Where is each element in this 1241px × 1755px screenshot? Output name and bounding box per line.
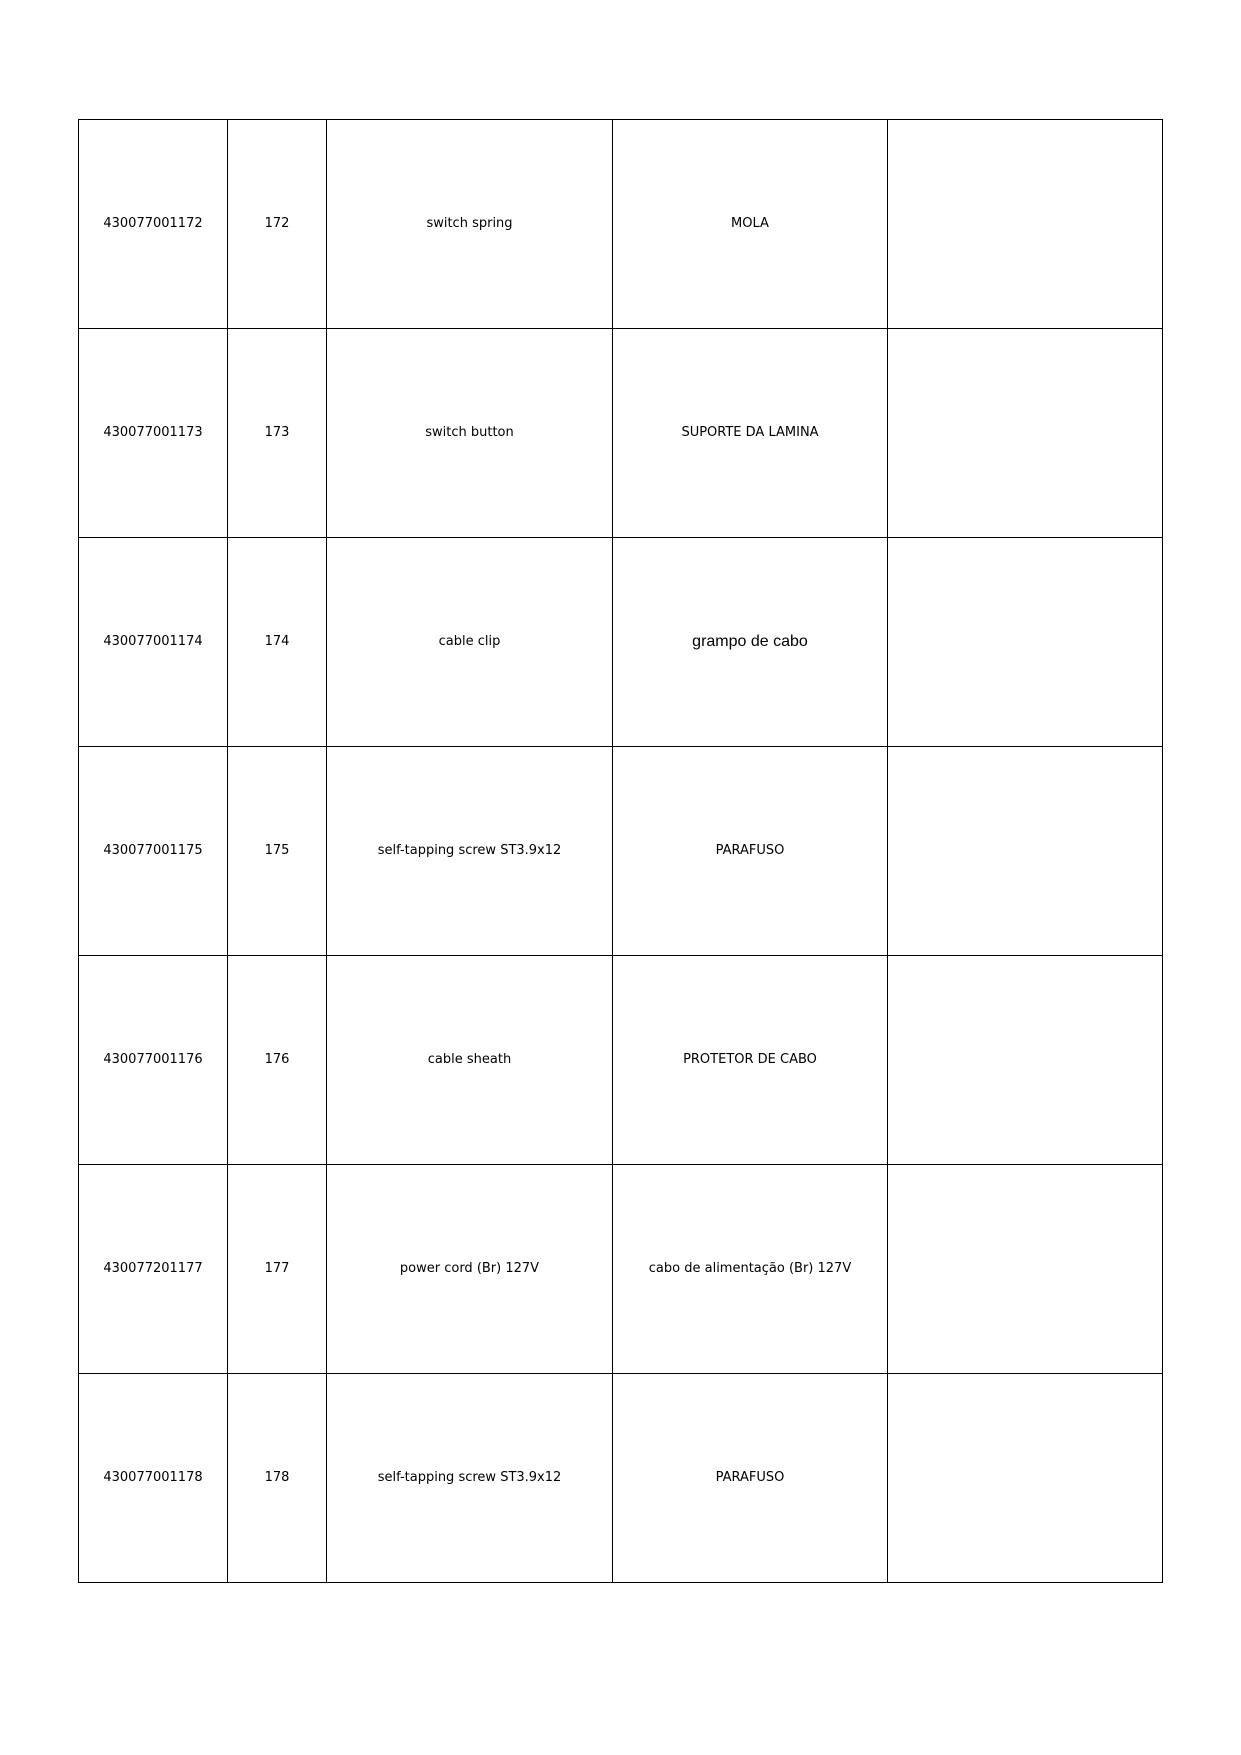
portuguese-description-cell: PARAFUSO xyxy=(613,747,888,956)
part-number-cell: 175 xyxy=(228,747,327,956)
table-row xyxy=(79,956,1163,1165)
english-description-cell: power cord (Br) 127V xyxy=(327,1165,613,1374)
english-description-cell: cable clip xyxy=(327,538,613,747)
part-number-cell: 176 xyxy=(228,956,327,1165)
empty-cell xyxy=(888,120,1163,329)
english-description-cell: self-tapping screw ST3.9x12 xyxy=(327,1374,613,1583)
part-code-cell: 430077201177 xyxy=(79,1165,228,1374)
english-description-cell: switch button xyxy=(327,329,613,538)
table-row xyxy=(79,120,1163,329)
table-row xyxy=(79,747,1163,956)
empty-cell xyxy=(888,747,1163,956)
empty-cell xyxy=(888,329,1163,538)
part-code-cell: 430077001172 xyxy=(79,120,228,329)
part-number-cell: 177 xyxy=(228,1165,327,1374)
portuguese-description-cell: SUPORTE DA LAMINA xyxy=(613,329,888,538)
english-description-cell: self-tapping screw ST3.9x12 xyxy=(327,747,613,956)
english-description-cell: cable sheath xyxy=(327,956,613,1165)
portuguese-description-cell: cabo de alimentação (Br) 127V xyxy=(613,1165,888,1374)
empty-cell xyxy=(888,956,1163,1165)
parts-table xyxy=(78,119,1163,1583)
part-number-cell: 172 xyxy=(228,120,327,329)
part-code-cell: 430077001173 xyxy=(79,329,228,538)
portuguese-description-cell: grampo de cabo xyxy=(613,538,888,747)
part-code-cell: 430077001178 xyxy=(79,1374,228,1583)
empty-cell xyxy=(888,1165,1163,1374)
portuguese-description-cell: PROTETOR DE CABO xyxy=(613,956,888,1165)
empty-cell xyxy=(888,538,1163,747)
empty-cell xyxy=(888,1374,1163,1583)
english-description-cell: switch spring xyxy=(327,120,613,329)
part-code-cell: 430077001174 xyxy=(79,538,228,747)
portuguese-description-cell: MOLA xyxy=(613,120,888,329)
table-row xyxy=(79,1374,1163,1583)
portuguese-description-cell: PARAFUSO xyxy=(613,1374,888,1583)
part-code-cell: 430077001175 xyxy=(79,747,228,956)
table-row xyxy=(79,329,1163,538)
table-row xyxy=(79,1165,1163,1374)
part-number-cell: 173 xyxy=(228,329,327,538)
table-row xyxy=(79,538,1163,747)
part-number-cell: 178 xyxy=(228,1374,327,1583)
part-code-cell: 430077001176 xyxy=(79,956,228,1165)
part-number-cell: 174 xyxy=(228,538,327,747)
